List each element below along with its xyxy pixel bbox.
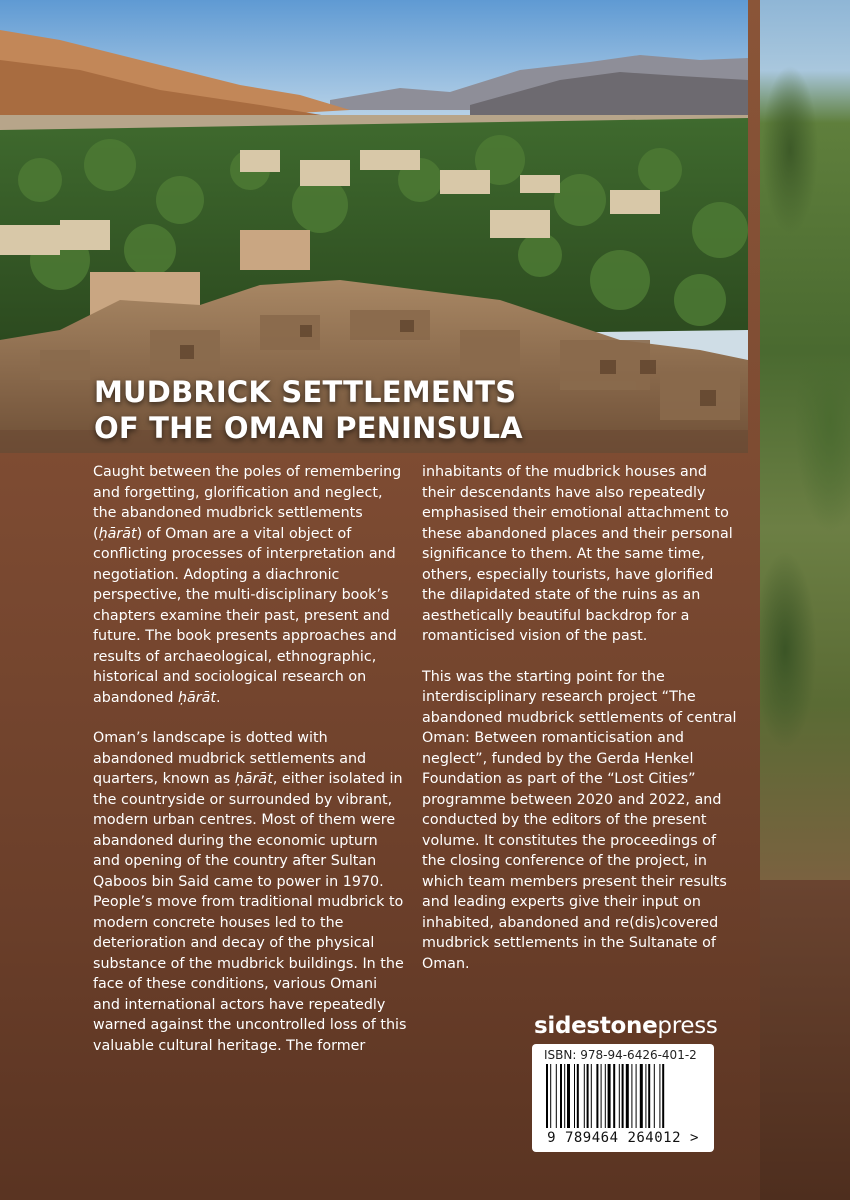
spine-bottom-band <box>760 880 850 1200</box>
barcode-digits: 9 789464 264012 > <box>547 1130 699 1146</box>
barcode-bars <box>546 1064 700 1128</box>
publisher-logo <box>534 1013 718 1039</box>
title-line-1: MUDBRICK SETTLEMENTS <box>94 375 517 409</box>
spine-palm-photo <box>760 0 850 880</box>
barcode <box>532 1044 714 1152</box>
blurb-right-column <box>422 462 737 994</box>
publisher-logo-light: press <box>657 1013 718 1039</box>
blurb-paragraph: inhabitants of the mudbrick houses and their descendants have also repeatedly emphasised their emotional attachment to these abandoned places and their personal significance to them. At the same time, others, especially tourists, have glorified the dilapidated state of the ruins as an aesthetically beautiful backdrop for a romanticised vision of the past. <box>422 464 733 644</box>
title-line-2: OF THE OMAN PENINSULA <box>94 411 523 445</box>
book-title <box>94 374 594 446</box>
isbn-label: ISBN: 978-94-6426-401-2 <box>544 1048 697 1062</box>
cover-photo <box>0 0 748 453</box>
blurb-paragraph: Caught between the poles of remembering and forgetting, glorification and neglect, the abandoned mudbrick settlements (ḥārāt) of Oman are a vital object of conflicting processes of interpretation and negotiation. Adopting a diachronic perspective, the multi-disciplinary book’s chapters examine their past, present and future. The book presents approaches and results of archaeological, ethnographic, historical and sociological research on abandoned ḥārāt. <box>93 464 402 706</box>
blurb-left-column <box>93 462 408 1076</box>
blurb-paragraph: Oman’s landscape is dotted with abandoned mudbrick settlements and quarters, known as ḥārāt, either isolated in the countryside or surrounded by vibrant, modern urban centres. Most of them were abandoned during the economic upturn and opening of the country after Sultan Qaboos bin Said came to power in 1970. People’s move from traditional mudbrick to modern concrete houses led to the deterioration and decay of the physical substance of the mudbrick buildings. In the face of these conditions, various Omani and international actors have repeatedly warned against the uncontrolled loss of this valuable cultural heritage. The former <box>93 730 407 1054</box>
blurb-paragraph: This was the starting point for the interdisciplinary research project “The abandoned mudbrick settlements of central Oman: Between romanticisation and neglect”, funded by the Gerda Henkel Foundation as part of the “Lost Cities” programme between 2020 and 2022, and conducted by the editors of the present volume. It constitutes the proceedings of the closing conference of the project, in which team members present their results and leading experts give their input on inhabited, abandoned and re(dis)covered mudbrick settlements in the Sultanate of Oman. <box>422 668 737 972</box>
publisher-logo-bold: sidestone <box>534 1013 658 1039</box>
